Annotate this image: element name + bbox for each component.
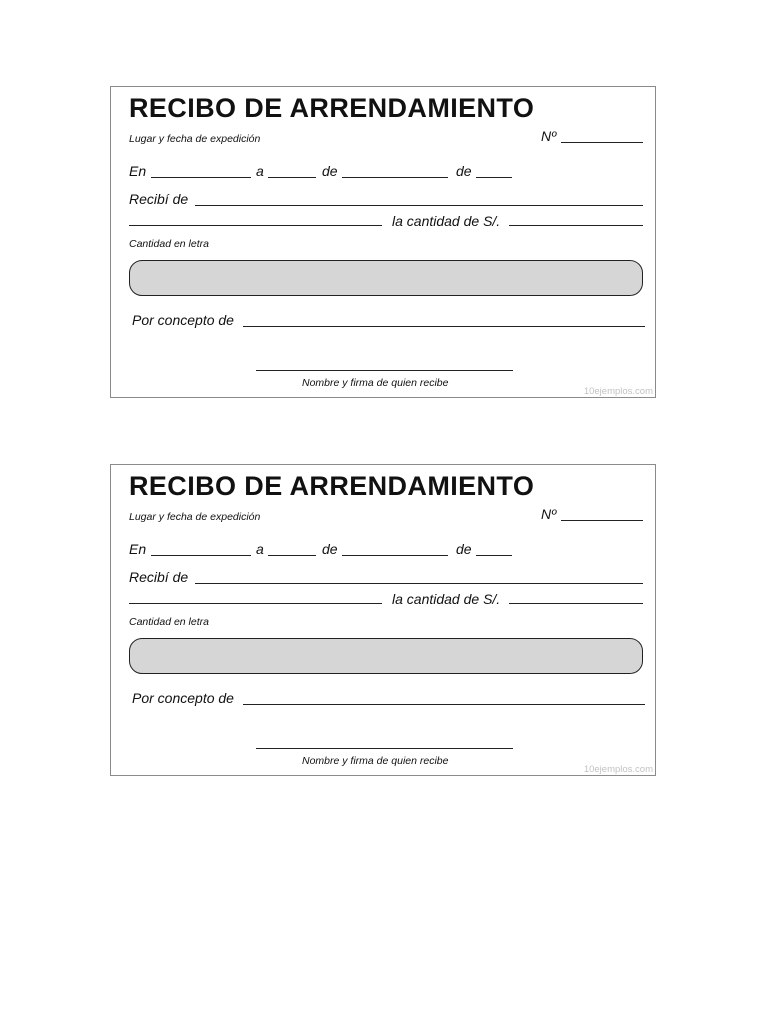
a-label: a xyxy=(256,541,264,557)
year-field[interactable] xyxy=(476,177,512,178)
signature-line[interactable] xyxy=(256,748,513,749)
a-label: a xyxy=(256,163,264,179)
concept-label: Por concepto de xyxy=(132,312,234,328)
signature-line[interactable] xyxy=(256,370,513,371)
receipt-title: RECIBO DE ARRENDAMIENTO xyxy=(129,471,535,501)
amount-in-words-field[interactable] xyxy=(129,260,643,296)
place-date-label: Lugar y fecha de expedición xyxy=(129,133,261,145)
number-field[interactable] xyxy=(561,520,643,521)
amount-field[interactable] xyxy=(509,603,643,604)
en-label: En xyxy=(129,541,147,557)
place-date-label: Lugar y fecha de expedición xyxy=(129,511,261,523)
received-from-label: Recibí de xyxy=(129,191,189,207)
received-from-label: Recibí de xyxy=(129,569,189,585)
day-field[interactable] xyxy=(268,555,316,556)
received-from-field-2[interactable] xyxy=(129,603,382,604)
day-field[interactable] xyxy=(268,177,316,178)
amount-label: la cantidad de S/. xyxy=(392,213,501,229)
concept-field[interactable] xyxy=(243,326,645,327)
place-field[interactable] xyxy=(151,177,251,178)
number-label: Nº xyxy=(541,506,557,522)
receipt-form xyxy=(110,464,656,776)
de-label-2: de xyxy=(456,163,472,179)
concept-field[interactable] xyxy=(243,704,645,705)
watermark: 10ejemplos.com xyxy=(583,764,653,775)
concept-label: Por concepto de xyxy=(132,690,234,706)
number-field[interactable] xyxy=(561,142,643,143)
amount-in-words-label: Cantidad en letra xyxy=(129,616,209,628)
month-field[interactable] xyxy=(342,177,448,178)
amount-field[interactable] xyxy=(509,225,643,226)
de-label-2: de xyxy=(456,541,472,557)
watermark: 10ejemplos.com xyxy=(583,386,653,397)
received-from-field[interactable] xyxy=(195,583,643,584)
number-label: Nº xyxy=(541,128,557,144)
amount-in-words-field[interactable] xyxy=(129,638,643,674)
amount-label: la cantidad de S/. xyxy=(392,591,501,607)
en-label: En xyxy=(129,163,147,179)
signature-label: Nombre y firma de quien recibe xyxy=(302,377,449,389)
receipt-title: RECIBO DE ARRENDAMIENTO xyxy=(129,93,535,123)
de-label: de xyxy=(322,541,338,557)
received-from-field-2[interactable] xyxy=(129,225,382,226)
de-label: de xyxy=(322,163,338,179)
receipt-form xyxy=(110,86,656,398)
signature-label: Nombre y firma de quien recibe xyxy=(302,755,449,767)
month-field[interactable] xyxy=(342,555,448,556)
place-field[interactable] xyxy=(151,555,251,556)
year-field[interactable] xyxy=(476,555,512,556)
amount-in-words-label: Cantidad en letra xyxy=(129,238,209,250)
received-from-field[interactable] xyxy=(195,205,643,206)
